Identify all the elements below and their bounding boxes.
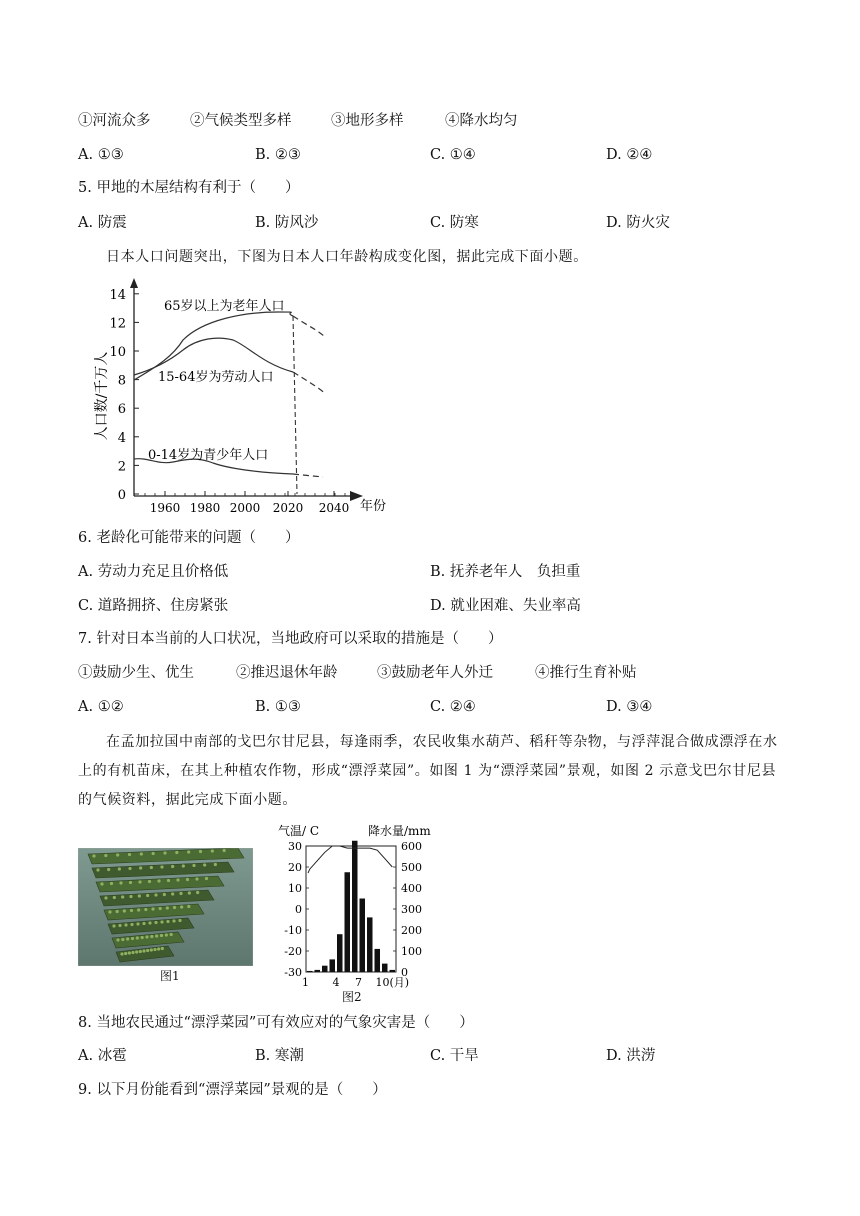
japan-y-tick-label: 2 <box>117 459 126 475</box>
seedling <box>157 947 160 950</box>
label-working: 15-64岁为劳动人口 <box>158 370 274 385</box>
month-tick-label: 10(月) <box>375 976 410 989</box>
japan-y-tick-label: 0 <box>117 488 126 503</box>
q7-option-d[interactable]: D. ③④ <box>606 699 653 715</box>
temp-tick-label: -30 <box>284 966 302 979</box>
seedling <box>171 865 174 868</box>
seedling <box>150 948 153 951</box>
seedling <box>159 907 162 910</box>
seedling <box>195 877 198 880</box>
seedling <box>136 922 139 925</box>
japan-y-label: 人口数/千万人 <box>94 351 110 441</box>
precip-axis-label: 降水量/mm <box>368 824 431 838</box>
japan-x-tick-label: 2020 <box>272 501 304 515</box>
working-projection <box>293 372 326 394</box>
japan-y-tick-label: 8 <box>117 373 126 389</box>
seedling <box>163 893 166 896</box>
seedling <box>199 850 202 853</box>
q8-option-d[interactable]: D. 洪涝 <box>606 1048 656 1064</box>
seedling <box>187 850 190 853</box>
seedling <box>160 934 163 937</box>
seedling <box>138 880 141 883</box>
japan-population-chart <box>88 278 398 518</box>
temp-tick-label: 10 <box>288 882 302 895</box>
seedling <box>172 919 175 922</box>
q7-item-3: ③鼓励老年人外迁 <box>377 665 493 681</box>
intro-japan: 日本人口问题突出，下图为日本人口年龄构成变化图，据此完成下面小题。 <box>106 249 588 265</box>
japan-x-tick-label: 2000 <box>229 501 261 515</box>
precip-bar <box>330 959 336 972</box>
seedling <box>96 868 99 871</box>
q7-option-a[interactable]: A. ①② <box>78 699 124 715</box>
temp-tick-label: -10 <box>284 924 302 937</box>
seedling <box>166 920 169 923</box>
seedling <box>121 895 124 898</box>
climate-chart <box>270 822 450 1004</box>
seedling <box>179 892 182 895</box>
seedling <box>211 849 214 852</box>
seedling <box>92 854 95 857</box>
precip-bar <box>367 917 373 972</box>
seedling <box>154 921 157 924</box>
q6-option-b[interactable]: B. 抚养老年人 负担重 <box>430 564 581 580</box>
seedling <box>110 882 113 885</box>
seedling <box>145 935 148 938</box>
seedling <box>178 919 181 922</box>
q8-option-c[interactable]: C. 干旱 <box>430 1048 479 1064</box>
q5-option-d[interactable]: D. 防火灾 <box>606 215 670 231</box>
q8-stem: 8. 当地农民通过“漂浮菜园”可有效应对的气象灾害是（ ） <box>78 1015 474 1031</box>
q7-option-c[interactable]: C. ②④ <box>430 699 476 715</box>
precip-bar <box>322 966 328 972</box>
q6-option-c[interactable]: C. 道路拥挤、住房紧张 <box>78 598 229 614</box>
precip-bar <box>375 949 381 972</box>
seedling <box>123 909 126 912</box>
japan-y-tick-label: 14 <box>109 287 126 303</box>
month-tick-label: 1 <box>302 976 309 989</box>
seedling <box>165 933 168 936</box>
q5-option-c[interactable]: C. 防寒 <box>430 215 479 231</box>
seedling <box>186 878 189 881</box>
seedling <box>108 910 111 913</box>
seedling <box>131 937 134 940</box>
japan-x-label: 年份 <box>360 499 387 514</box>
month-tick-label: 4 <box>332 976 340 989</box>
seedling <box>129 895 132 898</box>
seedling <box>146 949 149 952</box>
q9-stem: 9. 以下月份能看到“漂浮菜园”景观的是（ ） <box>78 1082 387 1098</box>
seedling <box>203 863 206 866</box>
precip-bar <box>352 841 358 972</box>
q6-stem: 6. 老龄化可能带来的问题（ ） <box>78 530 300 546</box>
japan-x-tick-label: 1960 <box>149 501 181 515</box>
seedling <box>118 867 121 870</box>
temp-tick-label: 30 <box>288 840 302 853</box>
precip-tick-label: 200 <box>401 924 422 937</box>
q7-option-b[interactable]: B. ①③ <box>255 699 301 715</box>
seedling <box>118 924 121 927</box>
seedling <box>182 864 185 867</box>
seedling <box>196 891 199 894</box>
fig2-caption: 图2 <box>342 990 362 1004</box>
seedling <box>136 936 139 939</box>
seedling <box>104 896 107 899</box>
seedling <box>223 849 226 852</box>
q4-item-4: ④降水均匀 <box>445 113 518 129</box>
seedling <box>154 893 157 896</box>
seedling <box>124 923 127 926</box>
q5-option-a[interactable]: A. 防震 <box>78 215 127 231</box>
q4-option-d[interactable]: D. ②④ <box>606 147 653 163</box>
intro-bangladesh: 在孟加拉国中南部的戈巴尔甘尼县，每逢雨季，农民收集水葫芦、稻秆等杂物，与浮萍混合做成漂浮在水上的有机苗床，在其上种植农作物，形成“漂浮菜园”。如图 1 为“漂浮菜园”景观，如图 2 示意戈巴尔甘尼县的气候资料，据此完成下面小题。 <box>78 734 778 808</box>
precip-tick-label: 400 <box>401 882 422 895</box>
seedling <box>140 852 143 855</box>
seedling <box>116 910 119 913</box>
japan-y-tick-label: 6 <box>117 402 126 418</box>
q7-item-4: ④推行生育补贴 <box>535 665 637 681</box>
seedling <box>160 865 163 868</box>
seedling <box>129 881 132 884</box>
seedling <box>131 951 134 954</box>
seedling <box>148 880 151 883</box>
seedling <box>188 891 191 894</box>
japan-x-tick-label: 1980 <box>189 501 221 515</box>
q4-option-c[interactable]: C. ①④ <box>430 147 476 163</box>
seedling <box>153 948 156 951</box>
q4-items-row <box>78 111 151 131</box>
seedling <box>141 936 144 939</box>
temp-tick-label: 0 <box>295 903 302 916</box>
seedling <box>119 881 122 884</box>
seedling <box>128 867 131 870</box>
seedling <box>142 949 145 952</box>
q5-stem: 5. 甲地的木屋结构有利于（ ） <box>78 180 300 196</box>
q6-option-d[interactable]: D. 就业困难、失业率高 <box>430 598 581 614</box>
label-elderly: 65岁以上为老年人口 <box>164 299 285 314</box>
seedling <box>166 906 169 909</box>
q8-option-a[interactable]: A. 冰雹 <box>78 1048 127 1064</box>
precip-bar <box>337 934 343 972</box>
seedling <box>138 894 141 897</box>
precip-bar <box>345 872 351 972</box>
elderly-projection <box>293 316 326 338</box>
seedling <box>130 923 133 926</box>
seedling <box>155 934 158 937</box>
seedling <box>175 851 178 854</box>
seedling <box>107 868 110 871</box>
seedling <box>130 909 133 912</box>
seedling <box>151 907 154 910</box>
seedling <box>150 866 153 869</box>
japan-y-tick-label: 10 <box>109 345 126 360</box>
q5-option-b[interactable]: B. 防风沙 <box>255 215 319 231</box>
seedling <box>104 854 107 857</box>
seedling <box>120 952 123 955</box>
temperature-curve <box>308 846 392 873</box>
floating-garden-photo <box>78 848 253 966</box>
q4-item-1: ①河流众多 <box>78 113 151 129</box>
seedling <box>170 933 173 936</box>
seedling <box>171 892 174 895</box>
seedling <box>146 894 149 897</box>
seedling <box>142 922 145 925</box>
fig1-caption: 图1 <box>160 969 180 983</box>
seedling <box>112 924 115 927</box>
japan-y-tick-label: 4 <box>117 430 126 446</box>
seedling <box>161 947 164 950</box>
current-year-divider <box>293 316 297 494</box>
seedling <box>148 921 151 924</box>
seedling <box>144 908 147 911</box>
seedling <box>173 906 176 909</box>
seedling <box>116 853 119 856</box>
seedling <box>124 952 127 955</box>
seedling <box>137 908 140 911</box>
seedling <box>139 866 142 869</box>
seedling <box>152 852 155 855</box>
q4-item-3: ③地形多样 <box>331 113 404 129</box>
q7-stem: 7. 针对日本当前的人口状况，当地政府可以采取的措施是（ ） <box>78 631 503 647</box>
precip-tick-label: 100 <box>401 945 422 958</box>
seedling <box>176 878 179 881</box>
temp-tick-label: 20 <box>288 861 302 874</box>
precip-tick-label: 600 <box>401 840 422 853</box>
q8-option-b[interactable]: B. 寒潮 <box>255 1048 304 1064</box>
seedling <box>121 938 124 941</box>
precip-tick-label: 300 <box>401 903 422 916</box>
seedling <box>160 920 163 923</box>
seedling <box>157 879 160 882</box>
seedling <box>187 905 190 908</box>
q4-item-2: ②气候类型多样 <box>190 113 292 129</box>
seedling <box>135 950 138 953</box>
precip-bar <box>315 970 321 972</box>
seedling <box>100 882 103 885</box>
q7-item-1: ①鼓励少生、优生 <box>78 665 194 681</box>
precip-bar <box>360 899 366 973</box>
japan-y-tick-label: 12 <box>109 316 126 332</box>
youth-projection <box>293 474 323 477</box>
seedling <box>150 935 153 938</box>
seedling <box>139 950 142 953</box>
q7-item-2: ②推迟退休年龄 <box>236 665 338 681</box>
seedling <box>214 863 217 866</box>
precip-bar <box>390 970 396 972</box>
precip-tick-label: 500 <box>401 861 422 874</box>
q6-option-a[interactable]: A. 劳动力充足且价格低 <box>78 564 229 580</box>
seedling <box>116 938 119 941</box>
label-youth: 0-14岁为青少年人口 <box>148 448 269 463</box>
precip-bar <box>307 971 313 972</box>
month-tick-label: 7 <box>355 976 362 989</box>
precip-bar <box>382 964 388 972</box>
seedling <box>128 951 131 954</box>
seedling <box>192 864 195 867</box>
precip-tick-label: 0 <box>401 966 408 979</box>
temp-axis-label: 气温/ C <box>278 824 320 838</box>
q4-option-a[interactable]: A. ①③ <box>78 147 124 163</box>
seedling <box>128 853 131 856</box>
seedling <box>113 896 116 899</box>
seedling <box>167 879 170 882</box>
q4-option-b[interactable]: B. ②③ <box>255 147 301 163</box>
temp-tick-label: -20 <box>284 945 302 958</box>
plot-frame <box>306 846 396 972</box>
seedling <box>163 851 166 854</box>
seedling <box>126 937 129 940</box>
japan-x-tick-label: 2040 <box>318 501 350 515</box>
seedling <box>205 877 208 880</box>
seedling <box>180 905 183 908</box>
